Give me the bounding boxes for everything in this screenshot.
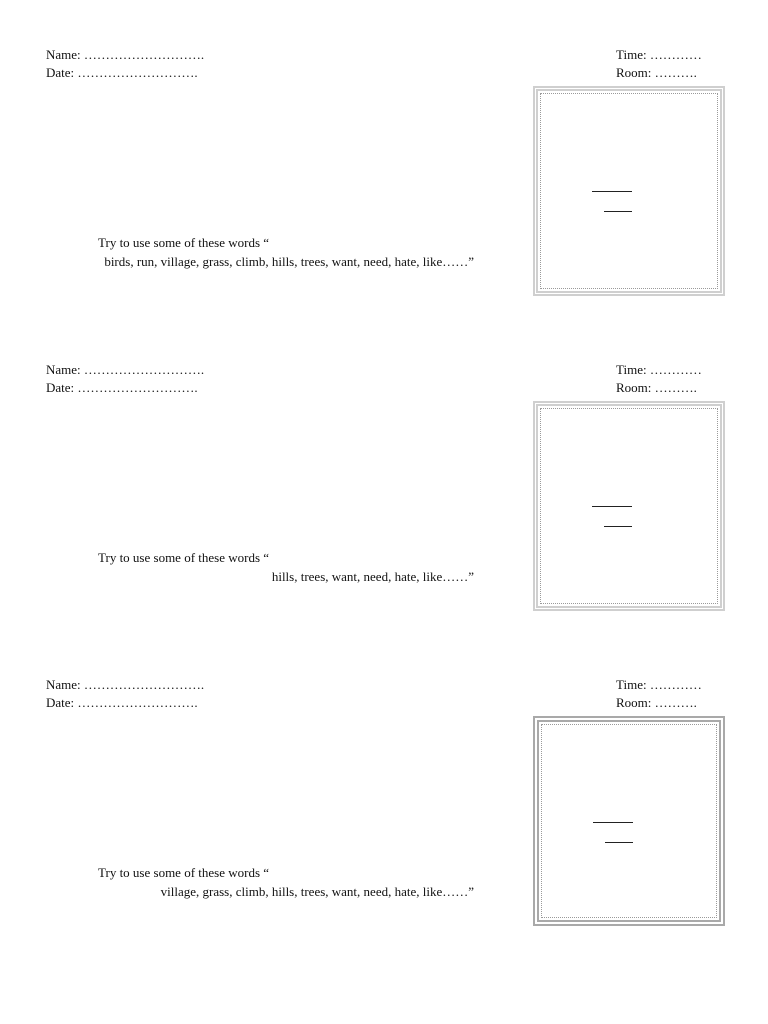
drawing-frame (533, 716, 725, 926)
word-prompt (14, 863, 474, 901)
fraction-line-bottom (605, 842, 633, 843)
drawing-frame (533, 86, 725, 296)
name-field-label: Name: ………………………. (46, 677, 205, 692)
fraction-line-top (593, 822, 633, 823)
fraction-line-top (592, 191, 632, 192)
date-field-label: Date: ………………………. (46, 65, 198, 80)
name-field-label: Name: ………………………. (46, 362, 205, 377)
prompt-heading: Try to use some of these words “ (98, 865, 270, 880)
frame-border-decoration (541, 724, 717, 918)
word-prompt (14, 233, 474, 271)
room-field-label: Room: ………. (616, 695, 697, 710)
worksheet-section-2 (0, 361, 768, 661)
time-field-label: Time: ………… (616, 677, 702, 692)
prompt-word-list: birds, run, village, grass, climb, hills, trees, want, need, hate, like……” (104, 254, 474, 269)
worksheet-section-3 (0, 676, 768, 976)
room-field-label: Room: ………. (616, 65, 697, 80)
prompt-word-list: village, grass, climb, hills, trees, want, need, hate, like……” (160, 884, 474, 899)
date-field-label: Date: ………………………. (46, 380, 198, 395)
time-field-label: Time: ………… (616, 47, 702, 62)
prompt-heading: Try to use some of these words “ (98, 235, 270, 250)
fraction-line-top (592, 506, 632, 507)
prompt-word-list: hills, trees, want, need, hate, like……” (271, 569, 474, 584)
prompt-heading: Try to use some of these words “ (98, 550, 270, 565)
name-field-label: Name: ………………………. (46, 47, 205, 62)
fraction-line-bottom (604, 211, 632, 212)
fraction-line-bottom (604, 526, 632, 527)
word-prompt (14, 548, 474, 586)
worksheet-section-1 (0, 46, 768, 346)
drawing-frame (533, 401, 725, 611)
time-field-label: Time: ………… (616, 362, 702, 377)
date-field-label: Date: ………………………. (46, 695, 198, 710)
room-field-label: Room: ………. (616, 380, 697, 395)
